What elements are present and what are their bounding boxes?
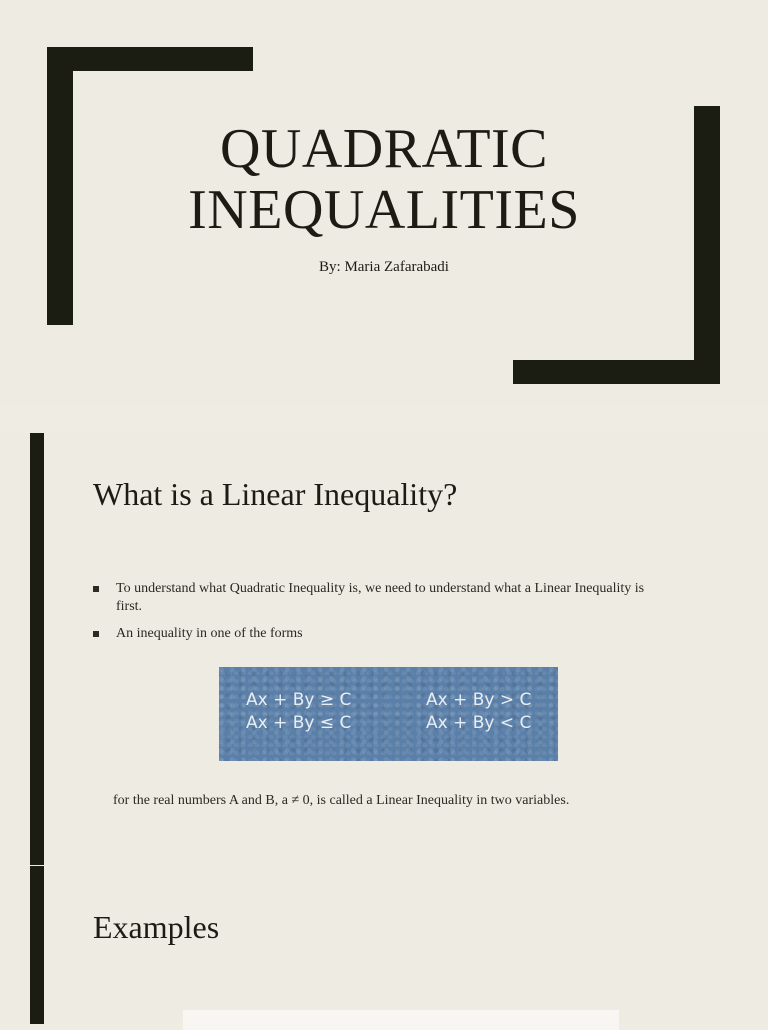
author-byline: By: Maria Zafarabadi	[319, 259, 449, 275]
corner-bracket-bottom-right-horizontal	[513, 360, 720, 384]
square-bullet-icon	[93, 631, 99, 637]
slide-heading: Examples	[93, 909, 220, 945]
bullet-item	[93, 580, 653, 616]
slide-accent-bar	[30, 433, 44, 865]
forms-footnote: for the real numbers A and B, a ≠ 0, is called a Linear Inequality in two variables.	[113, 793, 570, 808]
inequality-form: Ax + By ≥ C	[246, 690, 352, 710]
slide-title-line-2: INEQUALITIES	[188, 179, 580, 241]
inequality-form: Ax + By ≤ C	[246, 713, 352, 733]
corner-bracket-top-left-horizontal	[47, 47, 253, 71]
bullet-text: To understand what Quadratic Inequality is, we need to understand what a Linear Inequality is first.	[116, 581, 645, 614]
bullet-text: An inequality in one of the forms	[116, 626, 303, 641]
slide-heading: What is a Linear Inequality?	[93, 476, 458, 512]
inequality-form: Ax + By > C	[426, 690, 532, 710]
slide-title-line-1: QUADRATIC	[219, 118, 549, 180]
square-bullet-icon	[93, 586, 99, 592]
examples-content-box	[183, 1010, 619, 1030]
bullet-item	[93, 625, 653, 643]
examples-slide	[0, 866, 768, 1024]
title-slide	[0, 0, 768, 405]
inequality-form: Ax + By < C	[426, 713, 532, 733]
inequality-forms-box	[219, 667, 558, 761]
linear-inequality-slide	[0, 433, 768, 865]
slide-accent-bar	[30, 866, 44, 1024]
